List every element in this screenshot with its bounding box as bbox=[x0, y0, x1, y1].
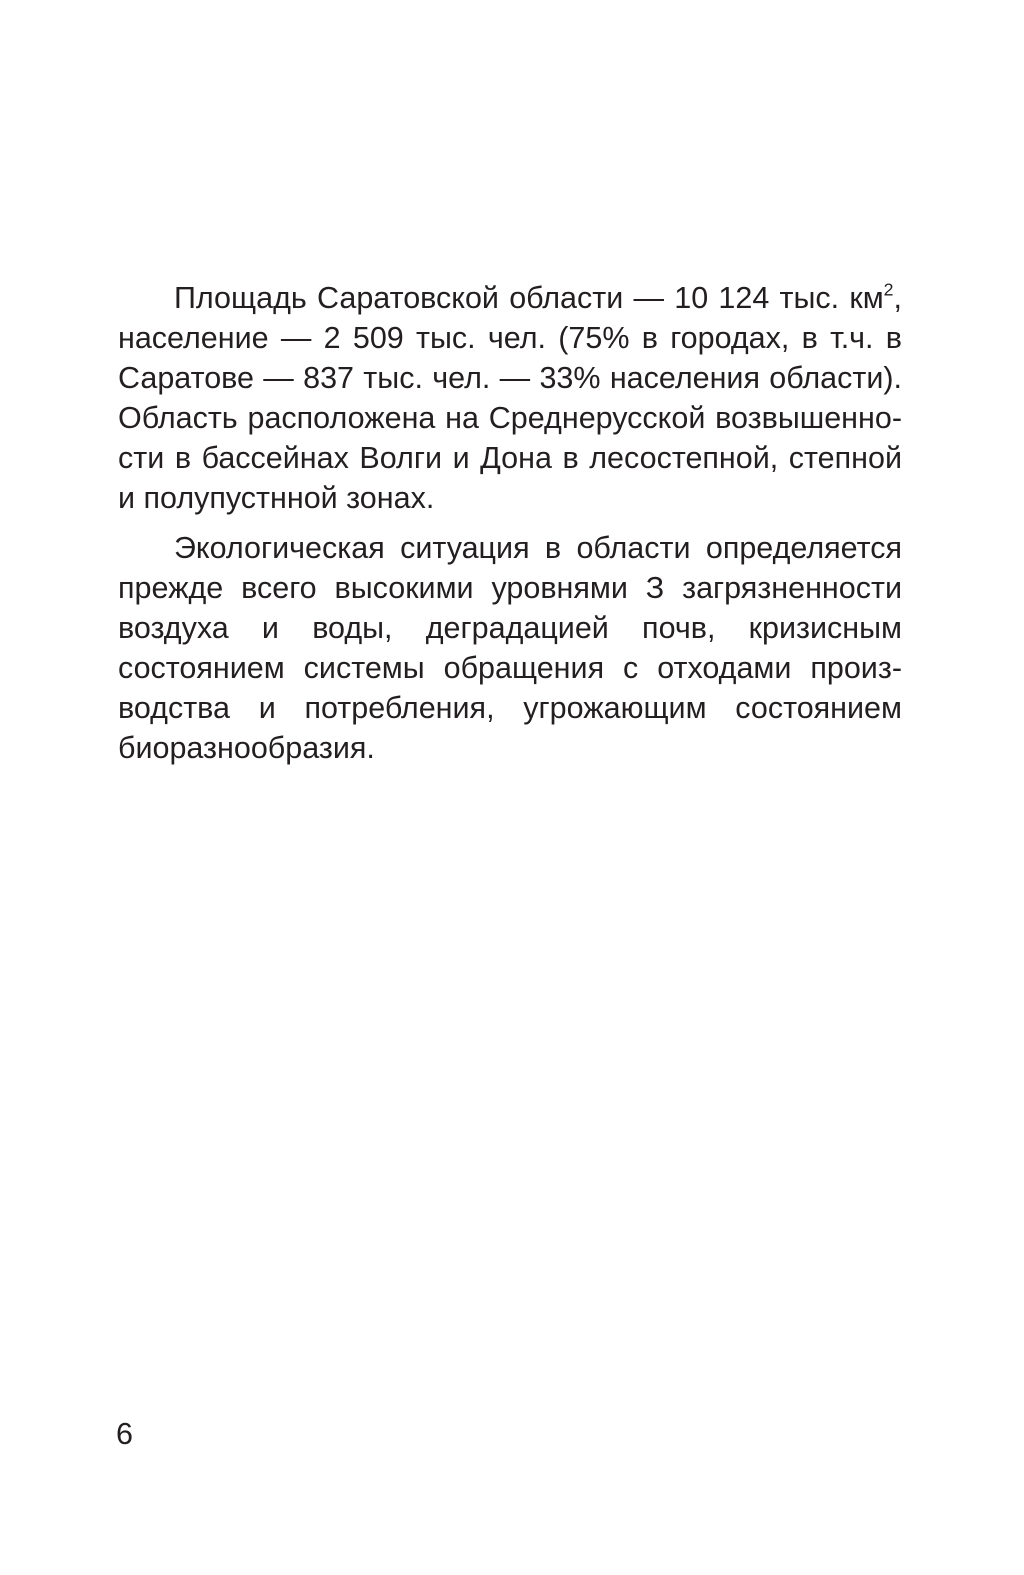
page-number: 6 bbox=[116, 1417, 133, 1451]
paragraph-ecology bbox=[118, 528, 902, 768]
main-text bbox=[118, 278, 902, 768]
paragraph-1-text-end: , население — 2 509 тыс. чел. (75% в городах, в т.ч. в Саратове — 837 тыс. чел. — 33% населения области). Область расположена на Среднерусской возвышенности в бассейнах Волги и Дона в лесостепной, степной и полупустнной зонах. bbox=[118, 281, 902, 515]
paragraph-1-text-start: Площадь Саратовской области — 10 124 тыс. км bbox=[174, 281, 884, 315]
paragraph-area-population bbox=[118, 278, 902, 518]
superscript-square: 2 bbox=[883, 279, 894, 300]
paragraph-2-text: Экологическая ситуация в области определяется прежде всего высокими уровнями З загрязненности воздуха и воды, деградацией почв, кризисным состоянием системы обращения с отходами производства и потребления, угрожающим состоянием биоразнообразия. bbox=[118, 531, 902, 765]
